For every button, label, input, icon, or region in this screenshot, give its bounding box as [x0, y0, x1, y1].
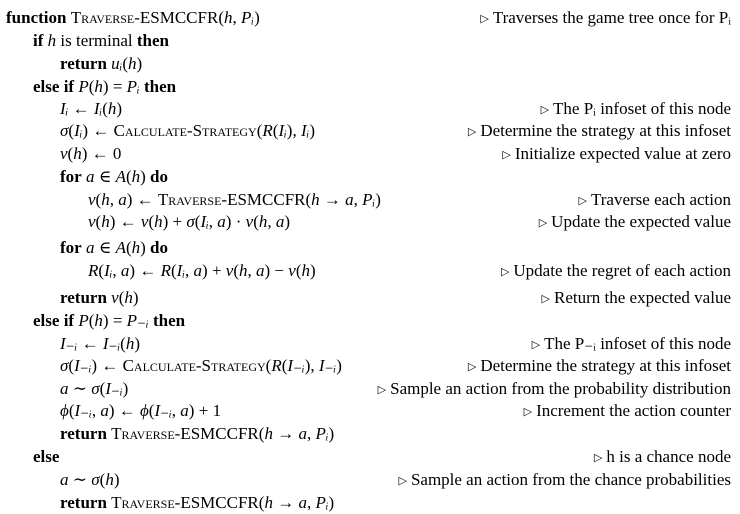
- code-text: v(h, a) ← Traverse-ESMCCFR(h → a, Pᵢ): [88, 190, 381, 209]
- algorithm-line: [0, 260, 740, 282]
- comment-triangle-icon: ▷: [538, 217, 548, 229]
- code-text: else if P(h) = P₋ᵢ then: [33, 311, 186, 330]
- algorithm-line: [0, 469, 740, 491]
- comment-triangle-icon: ▷: [377, 384, 387, 396]
- comment-text: [468, 120, 731, 144]
- code-text: else if P(h) = Pᵢ then: [33, 77, 177, 96]
- comment-triangle-icon: ▷: [593, 452, 603, 464]
- comment-text: [524, 400, 731, 424]
- comment-text: [532, 333, 731, 357]
- comment-label: Determine the strategy at this infoset: [480, 356, 731, 375]
- algorithm-line: [0, 378, 740, 400]
- comment-triangle-icon: ▷: [467, 126, 477, 138]
- code-text: σ(I₋ᵢ) ← Calculate-Strategy(R(I₋ᵢ), I₋ᵢ): [60, 356, 342, 375]
- comment-triangle-icon: ▷: [500, 266, 510, 278]
- algorithm-line: [0, 211, 740, 233]
- algorithm-line: [0, 7, 740, 29]
- comment-text: [480, 7, 731, 31]
- comment-text: [398, 469, 731, 493]
- code-text: for a ∈ A(h) do: [60, 167, 169, 186]
- code-text: return uᵢ(h): [60, 54, 143, 73]
- comment-triangle-icon: ▷: [578, 195, 587, 207]
- code-text: if h is terminal then: [33, 31, 170, 50]
- comment-triangle-icon: ▷: [502, 149, 511, 161]
- algorithm-line: [0, 333, 740, 355]
- comment-label: Increment the action counter: [536, 401, 731, 420]
- code-text: v(h) ← 0: [60, 144, 122, 163]
- algorithm-line: [0, 189, 740, 211]
- comment-label: Update the regret of each action: [513, 261, 731, 280]
- comment-triangle-icon: ▷: [480, 13, 489, 25]
- code-text: a ∼ σ(h): [60, 470, 120, 489]
- code-text: v(h) ← v(h) + σ(Iᵢ, a) · v(h, a): [88, 212, 291, 231]
- code-text: for a ∈ A(h) do: [60, 238, 169, 257]
- comment-triangle-icon: ▷: [398, 475, 407, 487]
- comment-label: Traverse each action: [590, 190, 731, 209]
- code-text: σ(Iᵢ) ← Calculate-Strategy(R(Iᵢ), Iᵢ): [60, 121, 315, 140]
- algorithm-line: [0, 76, 740, 98]
- algorithm-line: [0, 143, 740, 165]
- code-text: a ∼ σ(I₋ᵢ): [60, 379, 129, 398]
- comment-label: Initialize expected value at zero: [514, 144, 731, 163]
- algorithm-line: [0, 423, 740, 445]
- comment-label: Sample an action from the chance probabilities: [410, 470, 731, 489]
- comment-triangle-icon: ▷: [523, 406, 533, 418]
- comment-triangle-icon: ▷: [540, 104, 550, 116]
- algorithm-line: [0, 30, 740, 52]
- algorithm-line: [0, 98, 740, 120]
- code-text: I₋ᵢ ← I₋ᵢ(h): [60, 334, 140, 353]
- comment-label: Determine the strategy at this infoset: [480, 121, 731, 140]
- algorithm-line: [0, 446, 740, 468]
- comment-triangle-icon: ▷: [467, 361, 477, 373]
- algorithm-line: [0, 120, 740, 142]
- comment-label: Return the expected value: [553, 288, 731, 307]
- algorithm-line: [0, 310, 740, 332]
- code-text: R(Iᵢ, a) ← R(Iᵢ, a) + v(h, a) − v(h): [88, 261, 316, 280]
- comment-text: [541, 98, 731, 122]
- algorithm-line: [0, 355, 740, 377]
- comment-text: [578, 189, 731, 213]
- comment-text: [378, 378, 731, 402]
- comment-text: [539, 211, 731, 235]
- comment-text: [501, 260, 731, 284]
- comment-text: [468, 355, 731, 379]
- comment-label: h is a chance node: [606, 447, 731, 466]
- algorithm-line: [0, 287, 740, 309]
- code-text: ϕ(I₋ᵢ, a) ← ϕ(I₋ᵢ, a) + 1: [60, 401, 222, 420]
- comment-text: [594, 446, 731, 470]
- code-text: else: [33, 447, 60, 466]
- algorithm-line: [0, 53, 740, 75]
- comment-text: [502, 143, 731, 167]
- comment-label: Traverses the game tree once for Pᵢ: [492, 8, 731, 27]
- code-text: function Traverse-ESMCCFR(h, Pᵢ): [6, 8, 260, 27]
- comment-label: The Pᵢ infoset of this node: [553, 99, 731, 118]
- code-text: return Traverse-ESMCCFR(h → a, Pᵢ): [60, 424, 335, 443]
- comment-label: Update the expected value: [551, 212, 731, 231]
- comment-triangle-icon: ▷: [541, 293, 550, 305]
- algorithm-line: [0, 400, 740, 422]
- comment-label: Sample an action from the probability distribution: [390, 379, 731, 398]
- code-text: return v(h): [60, 288, 139, 307]
- code-text: return Traverse-ESMCCFR(h → a, Pᵢ): [60, 493, 335, 512]
- algorithm-line: [0, 166, 740, 188]
- comment-triangle-icon: ▷: [531, 339, 541, 351]
- algorithm-line: [0, 237, 740, 259]
- comment-text: [542, 287, 731, 311]
- comment-label: The P₋ᵢ infoset of this node: [544, 334, 731, 353]
- algorithm-line: [0, 492, 740, 514]
- code-text: Iᵢ ← Iᵢ(h): [60, 99, 123, 118]
